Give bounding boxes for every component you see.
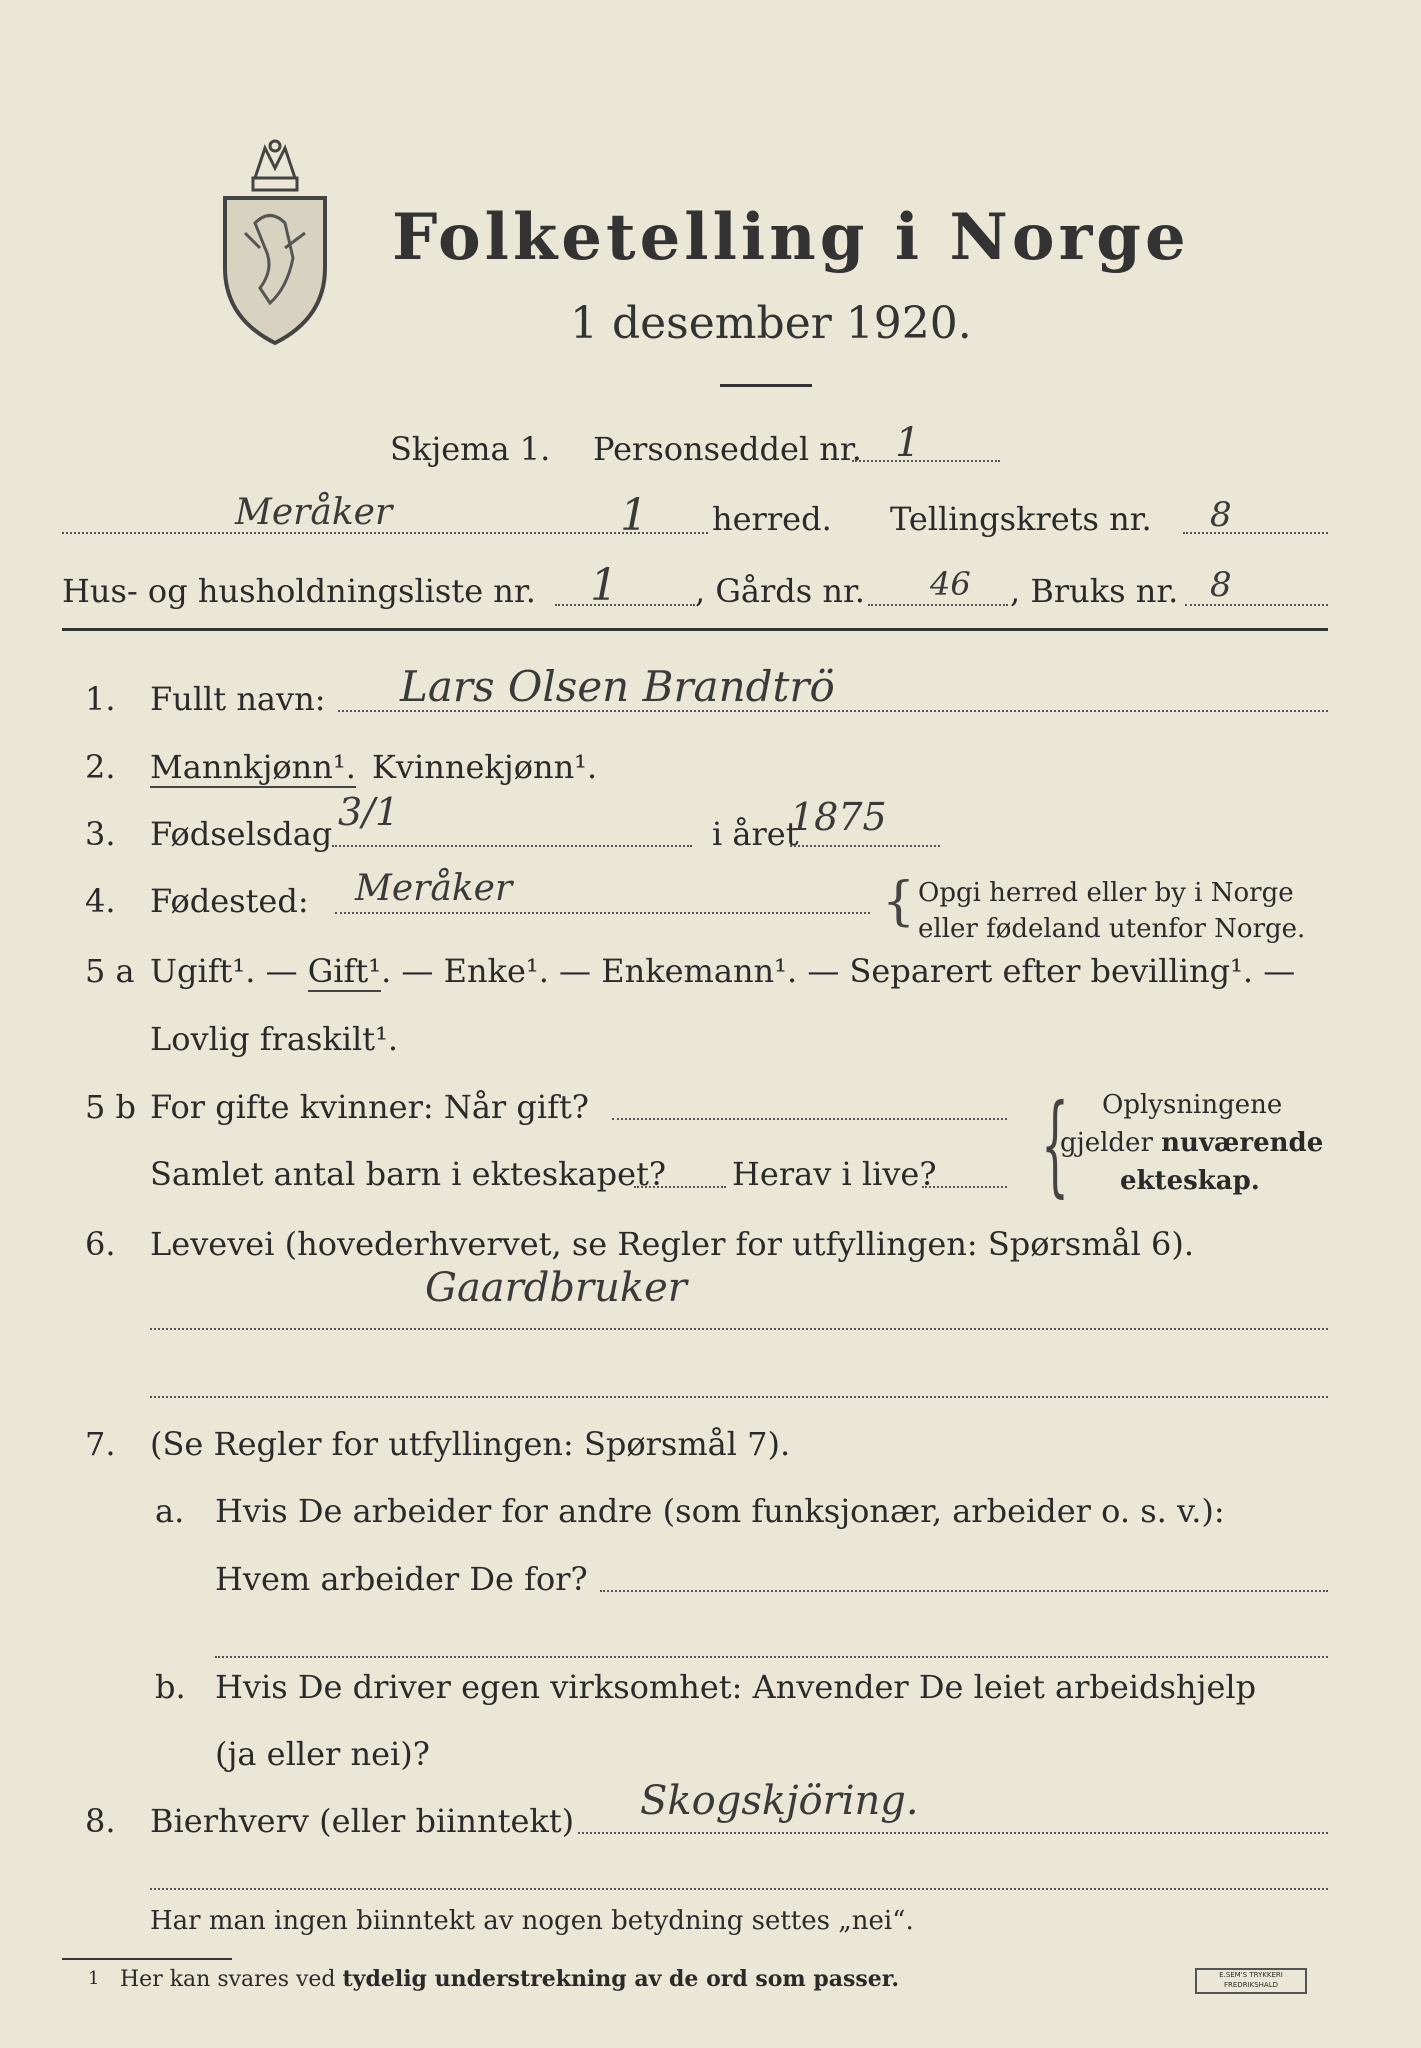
personseddel-value: 1 xyxy=(895,420,921,466)
q7b-letter: b. xyxy=(155,1668,186,1706)
form-date: 1 desember 1920. xyxy=(570,298,972,349)
q7a-field-line-2 xyxy=(215,1656,1328,1658)
q5b-when-field-line xyxy=(612,1118,1007,1120)
gards-label: , Gårds nr. xyxy=(695,572,865,610)
herred-label: herred. xyxy=(712,500,832,538)
skjema-label: Skjema 1. xyxy=(390,430,551,468)
gards-field-line xyxy=(868,604,1008,606)
q5b-note-2 xyxy=(1060,1128,1323,1158)
q3-field-line xyxy=(332,845,692,847)
q6-field-line-2 xyxy=(150,1396,1328,1398)
herred-value-mark: 1 xyxy=(620,490,648,541)
q6-field-line-1 xyxy=(150,1328,1328,1330)
q3-number: 3. xyxy=(85,815,116,853)
bruks-label: , Bruks nr. xyxy=(1010,572,1179,610)
q8-field-line-1 xyxy=(578,1832,1328,1834)
q5b-brace: { xyxy=(1041,1080,1069,1208)
q5b-label-1: For gifte kvinner: Når gift? xyxy=(150,1088,589,1126)
q8-field-line-2 xyxy=(150,1888,1328,1890)
q5a-others: . — Enke¹. — Enkemann¹. — Separert efter bevilling¹. — xyxy=(381,952,1296,990)
q7b-question: (ja eller nei)? xyxy=(215,1735,430,1773)
footnote-divider xyxy=(62,1958,232,1960)
personseddel-label: Personseddel nr. xyxy=(593,430,862,468)
header-divider xyxy=(62,628,1328,631)
q6-label: Levevei (hovederhvervet, se Regler for utfyllingen: Spørsmål 6). xyxy=(150,1225,1195,1263)
q3-year-value: 1875 xyxy=(790,795,887,839)
printer-stamp-line-2: FREDRIKSHALD xyxy=(1223,1981,1278,1989)
q4-field-line xyxy=(335,912,870,914)
title-divider xyxy=(720,384,812,387)
bruks-field-line xyxy=(1185,604,1328,606)
q7b-text: Hvis De driver egen virksomhet: Anvender De leiet arbeidshjelp xyxy=(215,1668,1257,1706)
q5a-gift: Gift¹ xyxy=(307,952,382,990)
footnote-text-b: tydelig understrekning av de ord som passer. xyxy=(342,1966,900,1992)
q1-label: Fullt navn: xyxy=(150,680,326,718)
q4-value: Meråker xyxy=(355,868,513,909)
q5b-note-1: Oplysningene xyxy=(1102,1090,1283,1120)
q5a-number: 5 a xyxy=(85,952,135,990)
q7-label: (Se Regler for utfyllingen: Spørsmål 7). xyxy=(150,1425,791,1463)
q7-number: 7. xyxy=(85,1425,116,1463)
footnote-text xyxy=(120,1966,899,1992)
q5b-note-3: ekteskap. xyxy=(1120,1166,1260,1196)
q5a-line-2: Lovlig fraskilt¹. xyxy=(150,1020,399,1058)
q8-number: 8. xyxy=(85,1802,116,1840)
q2-number: 2. xyxy=(85,748,116,786)
q6-value: Gaardbruker xyxy=(425,1265,687,1311)
q5b-note-2a: gjelder xyxy=(1060,1128,1153,1158)
q5a-ugift: Ugift¹. — xyxy=(150,952,298,990)
bruks-value: 8 xyxy=(1210,565,1232,605)
q2-male xyxy=(150,748,356,786)
q8-value: Skogskjöring. xyxy=(640,1778,919,1824)
q2-male-text: Mannkjønn¹. xyxy=(150,748,356,786)
biinntekt-note: Har man ingen biinntekt av nogen betydning settes „nei“. xyxy=(150,1906,914,1936)
form-title: Folketelling i Norge xyxy=(392,200,1190,275)
hus-field-line xyxy=(555,604,695,606)
hus-label: Hus- og husholdningsliste nr. xyxy=(62,572,536,610)
q7a-letter: a. xyxy=(155,1492,185,1530)
tellingskrets-label: Tellingskrets nr. xyxy=(890,500,1152,538)
q3-year-label: i året xyxy=(712,815,799,853)
q7a-field-line-1 xyxy=(600,1590,1328,1592)
tellingskrets-field-line xyxy=(1183,532,1328,534)
q6-number: 6. xyxy=(85,1225,116,1263)
personseddel-field-line xyxy=(852,460,1000,462)
printer-stamp-line-1: E.SEM'S TRYKKERI xyxy=(1219,1971,1283,1979)
q1-value: Lars Olsen Brandtrö xyxy=(400,662,835,711)
q7a-question: Hvem arbeider De for? xyxy=(215,1560,588,1598)
q4-brace: { xyxy=(882,872,916,932)
q4-note-2: eller fødeland utenfor Norge. xyxy=(918,914,1306,944)
q8-label: Bierhverv (eller biinntekt) xyxy=(150,1802,575,1840)
tellingskrets-value: 8 xyxy=(1210,495,1232,535)
q3-label: Fødselsdag xyxy=(150,815,333,853)
footnote-number: 1 xyxy=(88,1968,100,1989)
q4-note-1: Opgi herred eller by i Norge xyxy=(918,878,1294,908)
q5b-label-2: Samlet antal barn i ekteskapet? xyxy=(150,1155,667,1193)
q5b-alive-field-line xyxy=(922,1186,1007,1188)
q3-year-field-line xyxy=(790,845,940,847)
q4-number: 4. xyxy=(85,882,116,920)
q2-female: Kvinnekjønn¹. xyxy=(372,748,598,786)
q5b-number: 5 b xyxy=(85,1088,137,1126)
herred-value: Meråker xyxy=(235,492,393,533)
q5b-label-3: Herav i live? xyxy=(732,1155,937,1193)
q5b-note-2b: nuværende xyxy=(1161,1128,1324,1158)
printer-stamp xyxy=(1195,1968,1307,1994)
q5a-line-1 xyxy=(150,952,1295,990)
coat-of-arms-icon xyxy=(215,138,335,348)
hus-value: 1 xyxy=(590,560,618,611)
q7a-text: Hvis De arbeider for andre (som funksjonær, arbeider o. s. v.): xyxy=(215,1492,1225,1530)
q4-label: Fødested: xyxy=(150,882,309,920)
q5b-children-field-line xyxy=(634,1186,726,1188)
q1-number: 1. xyxy=(85,680,116,718)
q3-value: 3/1 xyxy=(338,790,400,834)
gards-value: 46 xyxy=(930,565,971,603)
footnote-text-a: Her kan svares ved xyxy=(120,1967,336,1992)
